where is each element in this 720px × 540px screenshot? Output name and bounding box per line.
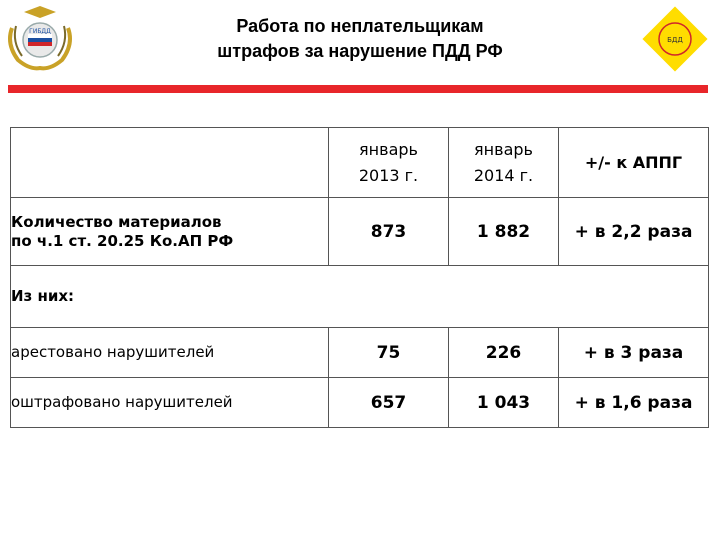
header-year-2014: 2014 г. <box>473 165 534 185</box>
materials-label <box>11 198 329 266</box>
of-which-label: Из них: <box>11 266 709 328</box>
fined-2013: 657 <box>329 378 449 428</box>
fined-change: + в 1,6 раза <box>559 378 709 428</box>
statistics-table <box>10 127 709 428</box>
page-title <box>130 14 590 64</box>
header-month-2013: январь <box>359 139 418 159</box>
arrested-2014: 226 <box>449 328 559 378</box>
header-month-2014: январь <box>474 139 533 159</box>
title-line-2: штрафов за нарушение ПДД РФ <box>217 41 503 61</box>
header-jan-2013 <box>329 128 449 198</box>
table-row-subheader <box>11 266 709 328</box>
materials-change: + в 2,2 раза <box>559 198 709 266</box>
emblem-logo <box>4 4 76 72</box>
arrested-change: + в 3 раза <box>559 328 709 378</box>
materials-2013: 873 <box>329 198 449 266</box>
table-row <box>11 328 709 378</box>
empty-header-cell <box>11 128 329 198</box>
materials-label-line-2: по ч.1 ст. 20.25 Ко.АП РФ <box>11 231 234 250</box>
arrested-2013: 75 <box>329 328 449 378</box>
table-row <box>11 198 709 266</box>
svg-text:БДД: БДД <box>667 36 683 44</box>
materials-2014: 1 882 <box>449 198 559 266</box>
title-line-1: Работа по неплательщикам <box>236 16 484 36</box>
header-change: +/- к АППГ <box>559 128 709 198</box>
fined-label: оштрафовано нарушителей <box>11 378 329 428</box>
materials-label-line-1: Количество материалов <box>11 212 222 231</box>
road-safety-sign-icon <box>638 2 712 76</box>
header-jan-2014 <box>449 128 559 198</box>
arrested-label: арестовано нарушителей <box>11 328 329 378</box>
header-year-2013: 2013 г. <box>358 165 419 185</box>
table-header-row <box>11 128 709 198</box>
fined-2014: 1 043 <box>449 378 559 428</box>
emblem-caption: ГИБДД <box>29 28 51 35</box>
accent-divider <box>8 85 708 93</box>
table-row <box>11 378 709 428</box>
